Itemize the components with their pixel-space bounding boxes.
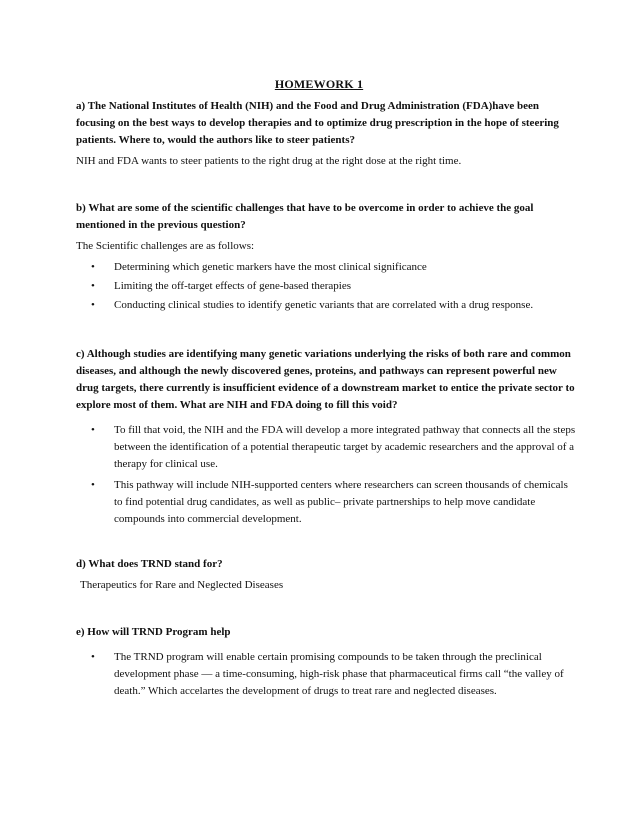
list-item: • Conducting clinical studies to identify genetic variants that are correlated with a drug response. [114, 297, 576, 314]
section-d [76, 556, 576, 594]
question-b: b) What are some of the scientific challenges that have to be overcome in order to achieve the goal mentioned in the previous question? [76, 202, 534, 231]
bullet-list-b [76, 259, 576, 314]
list-item: • To fill that void, the NIH and the FDA will develop a more integrated pathway that connects all the steps between the identification of a potential therapeutic target by academic researchers and the approval of a therapy for clinical use. [114, 422, 576, 473]
list-item: • Limiting the off-target effects of gene-based therapies [114, 278, 576, 295]
answer-b: The Scientific challenges are as follows: [76, 240, 255, 252]
section-c [76, 346, 576, 528]
document-body [76, 98, 576, 702]
question-a: a) The National Institutes of Health (NIH) and the Food and Drug Administration (FDA)have been focusing on the best ways to develop therapies and to optimize drug prescription in the hope of steering patients. Where to, would the authors like to steer patients? [76, 100, 559, 146]
document-title: HOMEWORK 1 [274, 77, 364, 91]
section-b [76, 200, 576, 314]
answer-d: Therapeutics for Rare and Neglected Diseases [80, 579, 284, 591]
question-c: c) Although studies are identifying many genetic variations underlying the risks of both rare and common diseases, and although the newly discovered genes, proteins, and pathways can represent powerful new drug targets, there currently is insufficient evidence of a downstream market to entice the private sector to explore most of them. What are NIH and FDA doing to fill this void? [76, 348, 575, 411]
bullet-list-e [76, 649, 576, 700]
list-item: • Determining which genetic markers have the most clinical significance [114, 259, 576, 276]
question-d: d) What does TRND stand for? [76, 558, 223, 570]
list-item: • This pathway will include NIH-supported centers where researchers can screen thousands of chemicals to find potential drug candidates, as well as public– private partnerships to help move candidate compounds into commercial development. [114, 477, 576, 528]
bullet-list-c [76, 422, 576, 528]
list-item: • The TRND program will enable certain promising compounds to be taken through the preclinical development phase — a time-consuming, high-risk phase that pharmaceutical firms call “the valley of death.” Which accelartes the development of drugs to treat rare and neglected diseases. [114, 649, 576, 700]
answer-a: NIH and FDA wants to steer patients to the right drug at the right dose at the right time. [76, 155, 462, 167]
question-e: e) How will TRND Program help [76, 626, 231, 638]
section-e [76, 624, 576, 700]
section-a [76, 98, 576, 170]
